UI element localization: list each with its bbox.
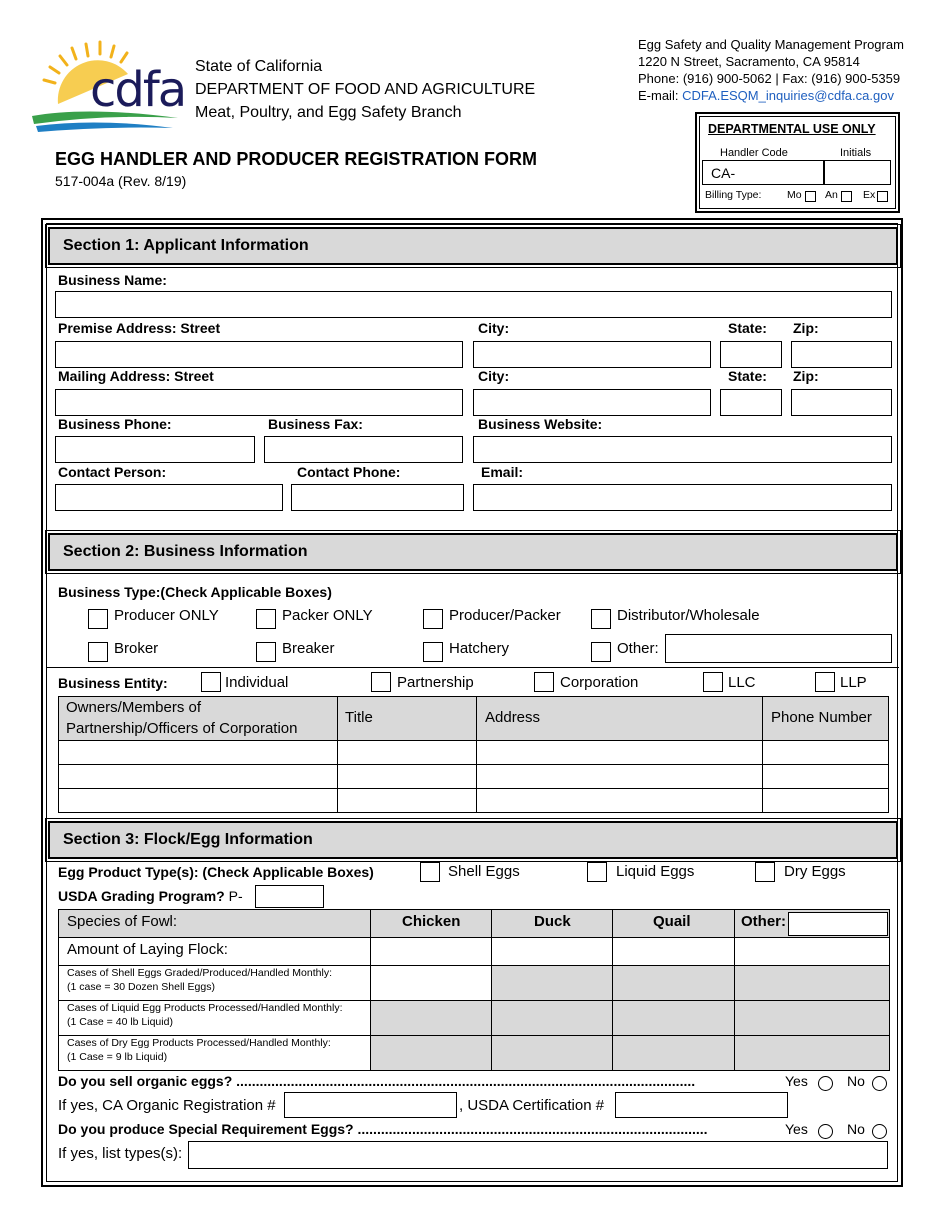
logo-wordmark: cdfa [90,62,186,118]
owners-header-line1: Owners/Members of [66,699,202,716]
section-2-header [48,533,898,571]
mailing-street-label: Mailing Address: Street [58,368,214,384]
table-col-line [337,697,338,812]
table-col-line [612,910,613,1070]
program-email-link[interactable]: CDFA.ESQM_inquiries@cdfa.ca.gov [682,88,894,103]
billing-mo-label: Mo [787,189,802,201]
table-row-line [59,937,889,938]
producer-packer-checkbox[interactable] [423,609,443,629]
usda-certification-input[interactable] [615,1092,788,1118]
hatchery-label: Hatchery [449,640,510,657]
quail-header: Quail [653,913,691,930]
table-row-line [59,1035,889,1036]
broker-label: Broker [114,640,159,657]
dry-cases-label-2: (1 Case = 9 lb Liquid) [67,1051,168,1063]
dept-use-title: DEPARTMENTAL USE ONLY [708,122,876,136]
table-col-line [762,697,763,812]
premise-zip-input[interactable] [791,341,892,368]
mailing-city-input[interactable] [473,389,711,416]
dry-eggs-label: Dry Eggs [784,863,846,880]
table-col-line [734,910,735,1070]
mailing-zip-input[interactable] [791,389,892,416]
initials-field[interactable] [824,160,891,185]
organic-question: Do you sell organic eggs? ...................................................................................................................... [58,1073,696,1089]
business-entity-label: Business Entity: [58,675,168,691]
departmental-use-box [695,112,900,213]
special-yes-label: Yes [785,1121,808,1137]
llp-label: LLP [840,674,867,691]
other-type-label: Other: [617,640,659,657]
packer-only-label: Packer ONLY [282,607,373,624]
section-1-title: Section 1: Applicant Information [63,237,309,254]
dry-cases-label-1: Cases of Dry Egg Products Processed/Handled Monthly: [67,1037,331,1049]
business-website-label: Business Website: [478,416,603,432]
premise-city-input[interactable] [473,341,711,368]
duck-header: Duck [534,913,571,930]
billing-mo-checkbox[interactable] [805,191,816,202]
hatchery-checkbox[interactable] [423,642,443,662]
billing-an-checkbox[interactable] [841,191,852,202]
liquid-cases-label-2: (1 Case = 40 lb Liquid) [67,1016,173,1028]
llc-label: LLC [728,674,756,691]
email-input[interactable] [473,484,892,511]
business-name-label: Business Name: [58,272,167,288]
email-label: E-mail: [638,88,683,103]
form-title: EGG HANDLER AND PRODUCER REGISTRATION FORM [55,149,538,169]
program-phone: Phone: (916) 900-5062 | Fax: (916) 900-5359 [638,71,901,86]
other-species-input[interactable] [788,912,888,936]
species-label: Species of Fowl: [67,913,178,930]
breaker-label: Breaker [282,640,335,657]
billing-type-label: Billing Type: [705,189,762,201]
special-yes-radio[interactable] [818,1124,833,1139]
producer-packer-label: Producer/Packer [449,607,561,624]
handler-code-label: Handler Code [720,147,788,159]
shell-eggs-label: Shell Eggs [448,863,520,880]
business-type-label: Business Type:(Check Applicable Boxes) [58,584,332,600]
corporation-checkbox[interactable] [534,672,554,692]
premise-state-input[interactable] [720,341,782,368]
other-type-input[interactable] [665,634,892,663]
organic-no-radio[interactable] [872,1076,887,1091]
producer-only-label: Producer ONLY [114,607,219,624]
premise-zip-label: Zip: [793,320,819,336]
owners-header-line2: Partnership/Officers of Corporation [66,720,298,737]
distributor-wholesale-checkbox[interactable] [591,609,611,629]
usda-grading-input[interactable] [255,885,324,908]
egg-product-type-label: Egg Product Type(s): (Check Applicable Boxes) [58,864,374,880]
section-3-header [48,821,898,859]
business-phone-input[interactable] [55,436,255,463]
table-row-line [59,965,889,966]
shell-cases-label-2: (1 case = 30 Dozen Shell Eggs) [67,981,215,993]
organic-yes-label: Yes [785,1073,808,1089]
corporation-label: Corporation [560,674,639,691]
cdfa-logo [28,34,188,136]
business-fax-input[interactable] [264,436,463,463]
agency-line-2: DEPARTMENT OF FOOD AND AGRICULTURE [195,81,536,98]
billing-ex-checkbox[interactable] [877,191,888,202]
usda-prefix: P- [224,888,243,904]
partnership-checkbox[interactable] [371,672,391,692]
premise-city-label: City: [478,320,510,336]
shell-cases-label-1: Cases of Shell Eggs Graded/Produced/Handled Monthly: [67,967,332,979]
organic-yes-radio[interactable] [818,1076,833,1091]
other-type-checkbox[interactable] [591,642,611,662]
section-2-title: Section 2: Business Information [63,543,308,560]
table-row-line [59,788,888,789]
liquid-cases-label-1: Cases of Liquid Egg Products Processed/Handled Monthly: [67,1002,343,1014]
contact-person-input[interactable] [55,484,283,511]
mailing-city-label: City: [478,368,510,384]
billing-ex-label: Ex [863,189,876,201]
premise-street-input[interactable] [55,341,463,368]
agency-line-3: Meat, Poultry, and Egg Safety Branch [195,104,462,121]
dry-eggs-checkbox[interactable] [755,862,775,882]
contact-person-label: Contact Person: [58,464,167,480]
broker-checkbox[interactable] [88,642,108,662]
organic-no-label: No [847,1073,865,1089]
shaded-cells [491,965,889,1070]
divider [47,667,899,668]
table-col-line [476,697,477,812]
section-1-header [48,227,898,265]
contact-phone-label: Contact Phone: [297,464,401,480]
liquid-eggs-checkbox[interactable] [587,862,607,882]
laying-flock-label: Amount of Laying Flock: [67,941,228,958]
table-row-line [59,764,888,765]
table-row-line [59,740,888,741]
table-row-line [59,1000,889,1001]
organic-reg-label: If yes, CA Organic Registration # [58,1097,276,1114]
form-number: 517-004a (Rev. 8/19) [55,173,187,189]
individual-checkbox[interactable] [201,672,221,692]
title-header: Title [345,709,373,726]
llc-checkbox[interactable] [703,672,723,692]
owners-table [58,696,889,813]
business-name-input[interactable] [55,291,892,318]
partnership-label: Partnership [397,674,474,691]
business-fax-label: Business Fax: [268,416,363,432]
program-email-line [638,88,894,103]
organic-registration-input[interactable] [284,1092,457,1118]
program-address: 1220 N Street, Sacramento, CA 95814 [638,54,860,69]
liquid-eggs-label: Liquid Eggs [616,863,695,880]
producer-only-checkbox[interactable] [88,609,108,629]
mailing-state-label: State: [728,368,767,384]
individual-label: Individual [225,674,289,691]
handler-code-value: CA- [711,165,736,181]
table-col-line [370,910,371,1070]
premise-street-label: Premise Address: Street [58,320,221,336]
section-3-title: Section 3: Flock/Egg Information [63,831,313,848]
address-header: Address [485,709,541,726]
usda-grading-line [58,888,243,904]
handler-code-field[interactable] [702,160,824,185]
email-label-field: Email: [481,464,524,480]
mailing-zip-label: Zip: [793,368,819,384]
mailing-state-input[interactable] [720,389,782,416]
mailing-street-input[interactable] [55,389,463,416]
billing-an-label: An [825,189,838,201]
phone-number-header: Phone Number [771,709,872,726]
usda-cert-label: , USDA Certification # [459,1097,605,1114]
business-website-input[interactable] [473,436,892,463]
llp-checkbox[interactable] [815,672,835,692]
special-types-label: If yes, list types(s): [58,1145,183,1162]
program-name: Egg Safety and Quality Management Program [638,37,904,52]
special-eggs-question: Do you produce Special Requirement Eggs? .......................................................................................... [58,1121,708,1137]
shell-eggs-checkbox[interactable] [420,862,440,882]
agency-line-1: State of California [195,58,323,75]
initials-label: Initials [840,147,872,159]
packer-only-checkbox[interactable] [256,609,276,629]
table-col-line [491,910,492,1070]
special-no-radio[interactable] [872,1124,887,1139]
other-species-header: Other: [741,913,786,930]
premise-state-label: State: [728,320,767,336]
chicken-header: Chicken [402,913,461,930]
flock-table [58,909,890,1071]
usda-grading-label: USDA Grading Program? [58,888,225,904]
special-no-label: No [847,1121,865,1137]
special-types-input[interactable] [188,1141,888,1169]
breaker-checkbox[interactable] [256,642,276,662]
distributor-wholesale-label: Distributor/Wholesale [617,607,760,624]
business-phone-label: Business Phone: [58,416,172,432]
contact-phone-input[interactable] [291,484,464,511]
